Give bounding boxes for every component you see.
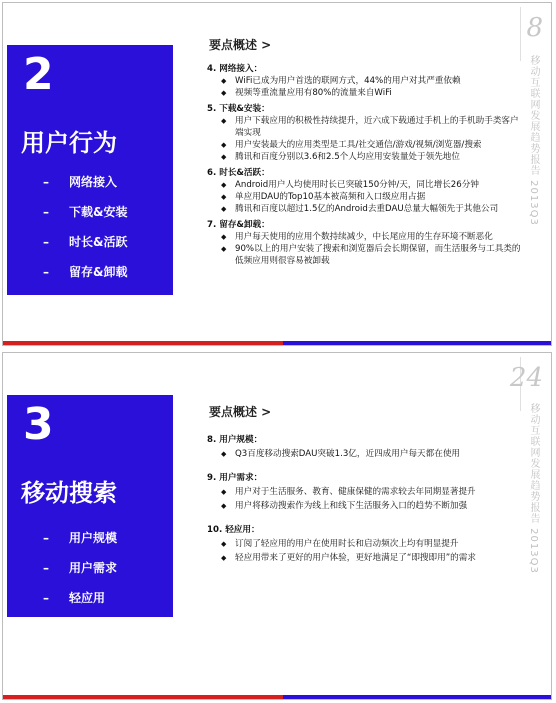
group-title: 10. 轻应用： (207, 525, 260, 535)
list-item: ◆ 单应用DAU的Top10基本被高频和入口级应用占据 (221, 192, 426, 202)
list-item: ◆ Q3百度移动搜索DAU突破1.3亿，近四成用户每天都在使用 (221, 449, 461, 459)
key-points (207, 59, 525, 267)
menu-item: – 用户规模 (43, 531, 118, 545)
section-menu (43, 523, 117, 613)
report-side-title: 移动互联网发展趋势报告 2013Q3 (528, 55, 539, 226)
overview-heading: 要点概述 > (209, 405, 272, 419)
decorative-line (520, 7, 521, 61)
menu-item: – 网络接入 (43, 175, 118, 189)
blue-accent (283, 341, 551, 345)
list-item: ◆ 90%以上的用户安装了搜索和浏览器后会长期保留，而生活服务与工具类的低频应用则很容易被卸载 (221, 244, 521, 266)
report-side-title: 移动互联网发展趋势报告 2013Q3 (528, 403, 539, 574)
list-item: ◆ 订阅了轻应用的用户在使用时长和启动频次上均有明显提升 (221, 539, 459, 549)
list-item: ◆ WiFi已成为用户首选的联网方式，44%的用户对其严重依赖 (221, 76, 461, 86)
section-title: 用户行为 (21, 129, 117, 157)
list-item: ◆ 用户安装最大的应用类型是工具/社交通信/游戏/视频/浏览器/搜索 (221, 140, 482, 150)
red-accent (3, 695, 283, 699)
list-item: ◆ 视频等重流量应用有80%的流量来自WiFi (221, 88, 392, 98)
list-item: ◆ 腾讯和百度分别以3.6和2.5个人均应用安装量处于领先地位 (221, 152, 460, 162)
overview-heading: 要点概述 > (209, 38, 272, 52)
list-item: ◆ 用户每天使用的应用个数持续减少，中长尾应用的生存环境不断恶化 (221, 232, 493, 242)
list-item: ◆ 轻应用带来了更好的用户体验，更好地满足了“即搜即用”的需求 (221, 553, 476, 563)
slide-mobile-search (2, 352, 552, 700)
group-title: 9. 用户需求： (207, 473, 263, 483)
list-item: ◆ 腾讯和百度以超过1.5亿的Android去重DAU总量大幅领先于其他公司 (221, 204, 499, 214)
list-item: ◆ 用户将移动搜索作为线上和线下生活服务入口的趋势不断加强 (221, 501, 468, 511)
section-title: 移动搜索 (21, 479, 117, 507)
group-title: 7. 留存&卸载： (207, 220, 270, 230)
bottom-accent-bar (3, 695, 551, 699)
list-item: ◆ 用户对于生活服务、教育、健康保健的需求较去年同期显著提升 (221, 487, 476, 497)
list-item: ◆ 用户下载应用的积极性持续提升，近六成下载通过手机上的手机助手类客户端实现 (221, 116, 519, 138)
section-panel (7, 45, 173, 295)
menu-item: – 用户需求 (43, 561, 118, 575)
blue-accent (283, 695, 551, 699)
section-menu (43, 167, 127, 287)
group-title: 8. 用户规模： (207, 435, 263, 445)
section-panel (7, 395, 173, 617)
list-item: ◆ Android用户人均使用时长已突破150分钟/天，同比增长26分钟 (221, 180, 479, 190)
menu-item: – 留存&卸载 (43, 265, 128, 279)
group-title: 4. 网络接入： (207, 64, 263, 74)
menu-item: – 轻应用 (43, 591, 106, 605)
page-number: 8 (526, 13, 543, 43)
page-number: 24 (509, 363, 543, 393)
key-points (207, 433, 525, 565)
red-accent (3, 341, 283, 345)
menu-item: – 下载&安装 (43, 205, 128, 219)
bottom-accent-bar (3, 341, 551, 345)
group-title: 6. 时长&活跃： (207, 168, 270, 178)
menu-item: – 时长&活跃 (43, 235, 128, 249)
slide-user-behavior (2, 2, 552, 346)
section-number: 3 (23, 399, 54, 450)
group-title: 5. 下载&安装： (207, 104, 270, 114)
section-number: 2 (23, 49, 54, 100)
